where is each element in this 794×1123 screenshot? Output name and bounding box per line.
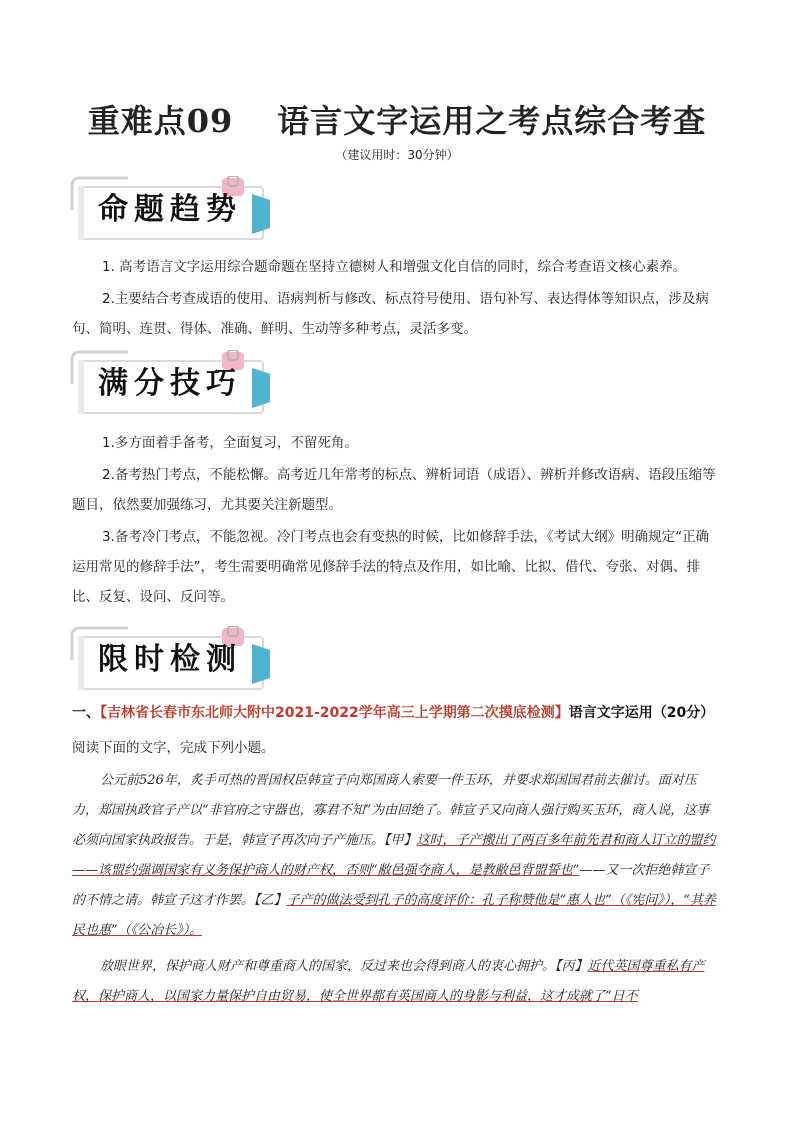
passage-paragraph-1: 公元前526年，炙手可热的晋国权臣韩宣子向郑国商人索要一件玉环，并要求郑国国君前去催讨。面对压力，郑国执政官子产以“非官府之守器也，寡君不知”为由回绝了。韩宣子又向商人强行购买玉环，商人说，这事必须向国家执政报告。于是，韩宣子再次向子产施压。【甲】这时，子产搬出了两百多年前先君和商人订立的盟约——该盟约强调国家有义务保护商人的财产权，否则“敝邑强夺商人，是教敝邑背盟誓也”——又一次拒绝韩宣子的不情之请。韩宣子这才作罢。【乙】子产的做法受到孔子的高度评价：孔子称赞他是“惠人也”（《宪问》），“其养民也惠”（《公冶长》）。 xyxy=(72,773,716,938)
tips-paragraph-1: 1.多方面着手备考，全面复习，不留死角。 xyxy=(102,435,358,451)
suggested-time: （建议用时：30分钟） xyxy=(335,148,459,162)
section-banner-trend xyxy=(70,176,270,240)
question-topic: 语言文字运用（20分） xyxy=(568,705,715,721)
section-banner-tips xyxy=(70,350,270,414)
question-source: 【吉林省长春市东北师大附中2021-2022学年高三上学期第二次摸底检测】 xyxy=(100,705,569,721)
banner-tail-decoration xyxy=(252,368,270,408)
question-heading xyxy=(72,702,714,722)
section-label: 命题趋势 xyxy=(98,192,242,227)
page-title xyxy=(0,96,794,142)
section-label: 限时检测 xyxy=(98,642,242,677)
underline-bing: 近代英国尊重私有产权，保护商人，以国家力量保护自由贸易，使全世界都有英国商人的身影与利益，这才成就了“日不 xyxy=(72,959,705,1004)
trend-paragraph-1: 1. 高考语言文字运用综合题命题在坚持立德树人和增强文化自信的同时，综合考查语文核心素养。 xyxy=(102,259,687,275)
title-part2: 语言文字运用之考点综合考查 xyxy=(277,102,707,140)
underline-quote: “敝邑强夺商人，是教敝邑背盟誓也” xyxy=(371,863,580,878)
section-label: 满分技巧 xyxy=(98,366,242,401)
passage-paragraph-2: 放眼世界，保护商人财产和尊重商人的国家，反过来也会得到商人的衷心拥护。【丙】近代英国尊重私有产权，保护商人，以国家力量保护自由贸易，使全世界都有英国商人的身影与利益，这才成就了“日不 xyxy=(72,959,705,1004)
underline-jia: 这时，子产搬出了两百多年前先君和商人订立的盟约——该盟约强调国家有义务保护商人的财产权，否则 xyxy=(72,833,716,878)
underline-yi: 子产的做法受到孔子的高度评价：孔子称赞他是“惠人也”（《宪问》），“其养民也惠”（《公冶长》）。 xyxy=(72,893,716,938)
banner-tail-decoration xyxy=(252,194,270,234)
question-intro: 阅读下面的文字，完成下列小题。 xyxy=(72,740,275,756)
banner-tail-decoration xyxy=(252,644,270,684)
section-banner-test xyxy=(70,626,270,690)
trend-paragraph-2: 2.主要结合考查成语的使用、语病判析与修改、标点符号使用、语句补写、表达得体等知识点，涉及病句、简明、连贯、得体、准确、鲜明、生动等多种考点，灵活多变。 xyxy=(72,291,709,337)
tips-paragraph-3: 3.备考冷门考点，不能忽视。冷门考点也会有变热的时候，比如修辞手法，《考试大纲》明确规定“正确运用常见的修辞手法”，考生需要明确常见修辞手法的特点及作用，如比喻、比拟、借代、夸张、对偶、排比、反复、设问、反问等。 xyxy=(72,529,710,605)
tips-paragraph-2: 2.备考热门考点，不能松懈。高考近几年常考的标点、辨析词语（成语）、辨析并修改语病、语段压缩等题目，依然要加强练习，尤其要关注新题型。 xyxy=(72,467,716,513)
title-part1: 重难点09 xyxy=(87,102,234,140)
question-number: 一、 xyxy=(72,705,100,721)
